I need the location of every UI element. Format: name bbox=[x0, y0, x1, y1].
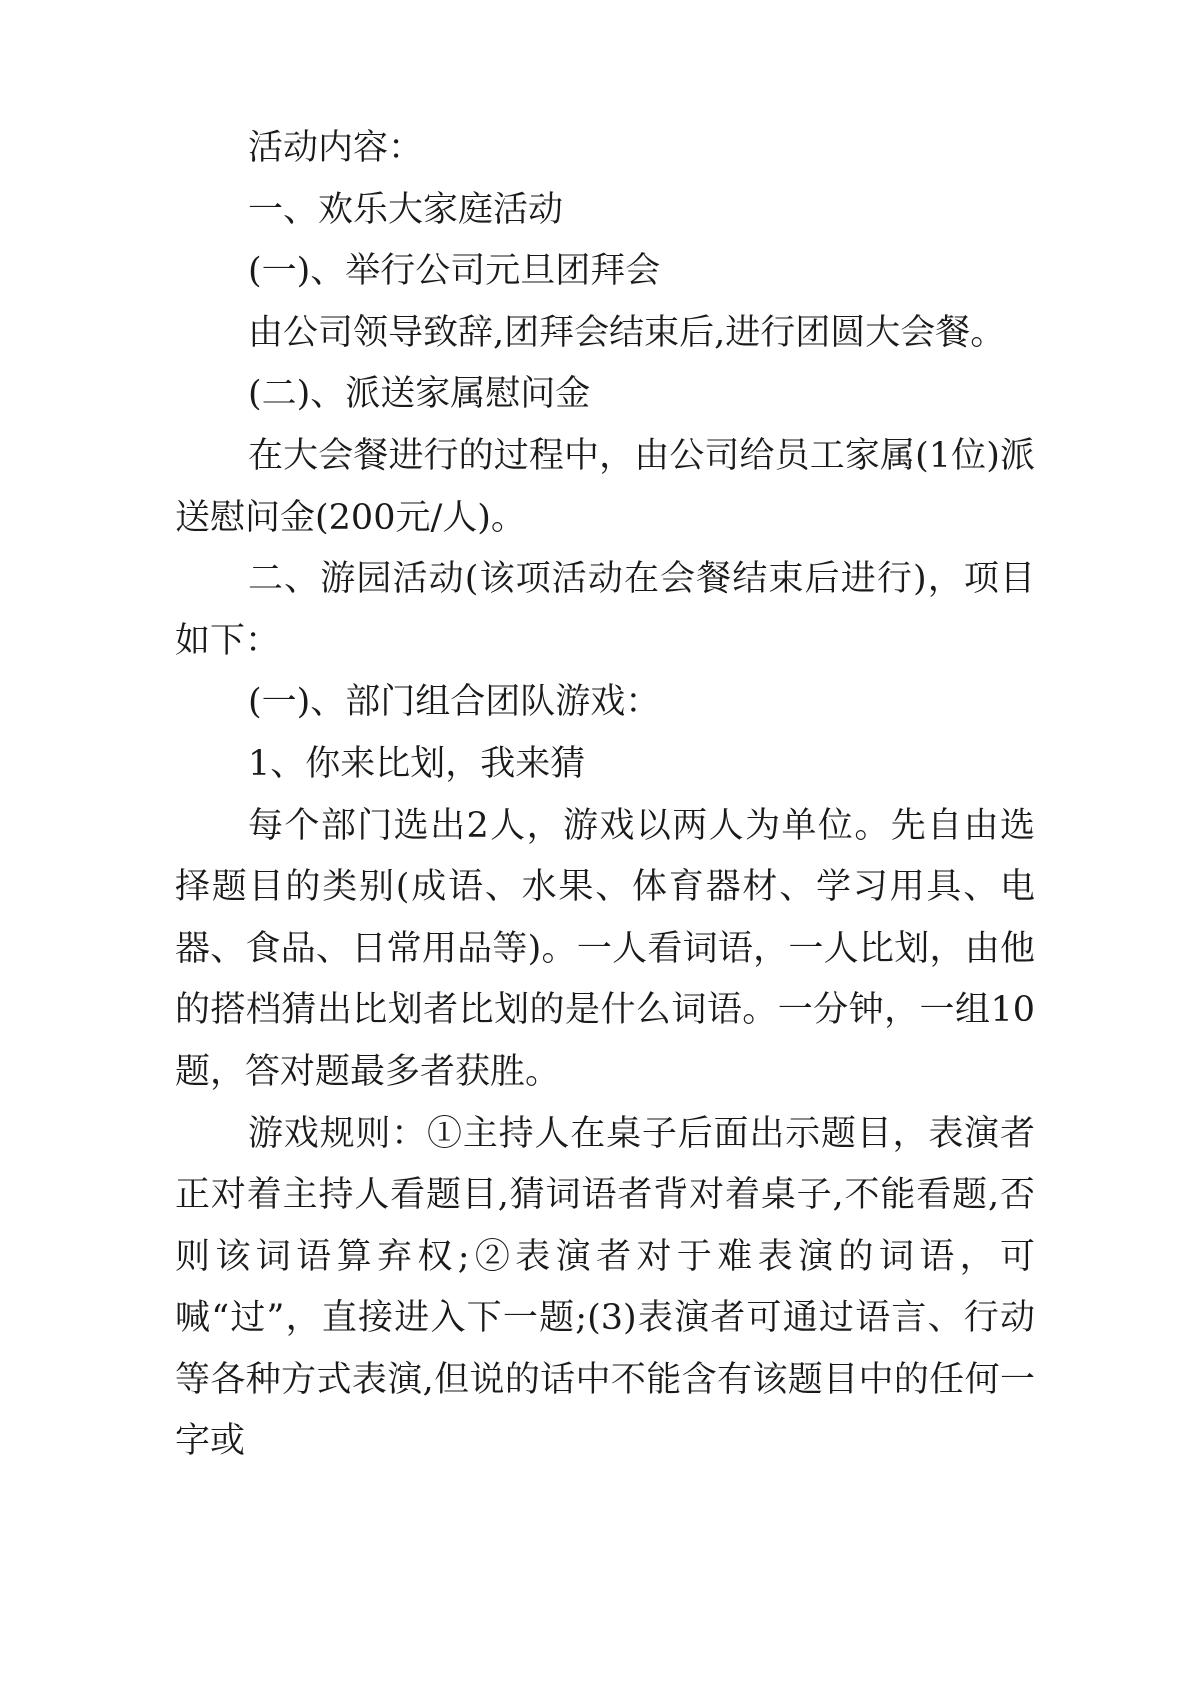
paragraph-charades-description: 每个部门选出2人，游戏以两人为单位。先自由选择题目的类别(成语、水果、体育器材、学习用具、电器、食品、日常用品等)。一人看词语，一人比划，由他的搭档猜出比划者比划的是什么词语。一分钟，一组10题，答对题最多者获胜。 bbox=[175, 805, 1035, 1092]
heading-family-activity: 一、欢乐大家庭活动 bbox=[248, 189, 564, 230]
subheading-charades: 1、你来比划，我来猜 bbox=[248, 743, 586, 784]
paragraph-activity-content: 活动内容： bbox=[248, 128, 424, 168]
subheading-family-condolence: (二)、派送家属慰问金 bbox=[248, 374, 591, 415]
paragraph-leader-speech: 由公司领导致辞,团拜会结束后,进行团圆大会餐。 bbox=[248, 312, 1006, 353]
heading-garden-activity: 二、游园活动(该项活动在会餐结束后进行)，项目如下： bbox=[175, 559, 1035, 661]
subheading-team-games: (一)、部门组合团队游戏： bbox=[248, 682, 661, 723]
paragraph-game-rules: 游戏规则：①主持人在桌子后面出示题目，表演者正对着主持人看题目,猜词语者背对着桌子,不能看题,否则该词语算弃权;②表演者对于难表演的词语，可喊“过”，直接进入下一题;(3)表演者可通过语言、行动等各种方式表演,但说的话中不能含有该题目中的任何一字或 bbox=[175, 1113, 1035, 1462]
paragraph-condolence-money: 在大会餐进行的过程中，由公司给员工家属(1位)派送慰问金(200元/人)。 bbox=[175, 435, 1035, 538]
subheading-new-year-meeting: (一)、举行公司元旦团拜会 bbox=[248, 251, 661, 292]
document-body bbox=[175, 118, 1035, 1473]
